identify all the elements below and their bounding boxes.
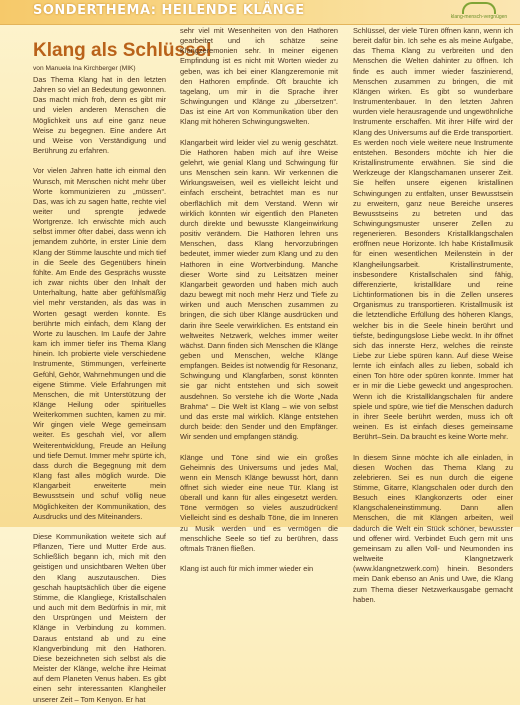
paragraph: sehr viel mit Wesenheiten von den Hathoren gearbeitet und ich schätze seine Klangzeremonien sehr. In meiner eigenen Empfindung ist es nicht mit Worten wieder zu geben, was ich bei einer Klangzeremonie mit den Hathoren empfinde. Oft brauchte ich tagelang, um mir in die Sprache ihrer Schwingungen und Klänge zu „übersetzen“. Das ist eine Art von Kommunikation über den Klang mit höheren Schwingungswelten. [180, 26, 338, 127]
paragraph: Klangarbeit wird leider viel zu wenig geschätzt. Die Hathoren haben mich auf ihre Weise gelehrt, wie genial Klang und Schwingung für uns Menschen sein kann. Wir verkennen die Wirkungsweisen, weil es vielleicht leicht und einfach erscheint, betrachtet man es nur oberflächlich mit dem Verstand. Wenn wir wirklich könnten wir eigentlich den Planeten durch direkte und bewusste Klangeinwirkung positiv verändern. Die Hathoren lehren uns Menschen, dass Klang hervorzubringen bedeutet, immer wieder zum Klang und zu den Hathoren in eine Wortverbindung. Manche dieser Worte sind zu Leitsätzen meiner Klangarbeit geworden und haben mich auch dazu bewegt mit noch mehr Herz und Tiefe zu wirken und auch Menschen zusammen zu bringen, die sich über Klänge ausdrücken und darin ihre Seele verwirklichen. Es entstand ein weltweites Netzwerk, welches immer weiter wächst. Dann finden sich Menschen die Klänge geben und Menschen, welche Klänge empfangen. Beides ist notwendig für Resonanz, Schwingung und Klangfarben, sonst könnten sie gar nicht entstehen und sich soweit ausdehnen. So verstehe ich die Worte „Nada Brahma“ – Die Welt ist Klang – wie von selbst und das erste mal wirklich. Klänge entstehen durch beide: den Sender und den Empfänger. Wir senden und empfangen ständig. [180, 137, 338, 442]
rainbow-arc-icon [462, 2, 496, 14]
paragraph: Diese Kommunikation weitete sich auf Pflanzen, Tiere und Mutter Erde aus. Schließlich begann ich, mich mit den geistigen und unsichtbaren Welten über den Klang auszutauschen. Dies geschah hauptsächlich über die eigene Stimme, die Klangliege, Kristallschalen und auch mit dem Bedürfnis in mir, mit den Ursprüngen und Meistern der Klänge in Verbindung zu kommen. Daraus entstand ab und zu eine Klangverbindung mit den Hathoren. Diese bezeichneten sich selbst als die Meister der Klänge, welche ihre Heimat auf dem Planeten Venus haben. Es gibt einen sehr interessanten Klangheiler unserer Zeit – Tom Kenyon. Er hat [33, 532, 166, 704]
paragraph: Klänge und Töne sind wie ein großes Geheimnis des Universums und jedes Mal, wenn ein Mensch Klänge bewusst hört, dann öffnet sich wieder eine neue Tür. Klang ist überall und kann für alles eingesetzt werden. Töne vermögen so vieles auszudrücken! Vielleicht sind es deshalb Töne, die im Inneren zu Musik werden und es vermögen die menschliche Seele so tief zu berühren, dass oftmals Tränen fließen. [180, 452, 338, 553]
paragraph: Vor vielen Jahren hatte ich einmal den Wunsch, mit Menschen nicht mehr über Worte kommunizieren zu „müssen“. Das, was ich zu sagen hatte, rechte viel weiter und sprengte jedwede Wortgrenze. Ich erwischte mich auch selbst immer öfter dabei, dass wenn ich jemandem zuhörte, in erster Linie dem Klang der Stimme lauschte und mich tief in die Seele des Gegenübers hinein fühlte. Am Ende des Gesprächs wusste ich zwar nichts über den Inhalt der Unterhaltung, hatte aber gefühlsmäßig viel mehr verstanden, als das was in Worten gesagt werden konnte. Es berührte mich einfach, dem Klang der Worte zu lauschen. Im Laufe der Jahre kam ich immer tiefer ins Thema Klang hinein. Ich probierte viele verschiedene Instrumente, Stimmungen, verfeinerte Gefühl, Gehör, Wahrnehmungen und die eigene Stimme. Viele Erfahrungen mit Menschen, die mit Unterstützung der Klänge Heilung oder spirituelles Weiterkommen suchten, kamen zu mir. Wir gingen viele Wege gemeinsam weiter. Es geschah viel, vor allem Weiterentwicklung, Freude an Heilung und tiefe Demut. Immer mehr spürte ich, dass durch die Begegnung mit dem Klang fast alles möglich wurde. Die Klangarbeit erweiterte mein Bewusstsein und schuf völlig neue Möglichkeiten der Kommunikation, des Ausdrucks und des Miteinanders. [33, 166, 166, 521]
article-title: Klang als Schlüssel [33, 40, 212, 61]
section-title: SONDERTHEMA: HEILENDE KLÄNGE [33, 3, 305, 18]
paragraph: Schlüssel, der viele Türen öffnen kann, wenn ich bereit dafür bin. Ich sehe es als meine Aufgabe, das Thema Klang zu verbreiten und den Menschen die Welten dahinter zu öffnen. Ich finde es auch immer wieder faszinierend, Menschen zusammen zu bringen, die mit Klängen wirken. Es gibt so wunderbare Instrumentenbauer. In den letzten Jahren wurden viele herausragende und ungewöhnliche Instrumente erschaffen. Mit ihrer Hilfe wird der Klang des Universums auf die Erde transportiert. Es werden noch viele weitere neue Instrumente entstehen. Besonders möchte ich hier die Kristallinstrumente erwähnen. Sie sind die Werkzeuge der Klangschamanen unserer Zeit. Sie helfen unsere eigenen kristallinen Schwingungen zu entfalten, unser Bewusstsein zu erweitern, ganz neue Bereiche unseres Bewusstseins zu betreten und das Schwingungsmuster unserer Zellen zu regenerieren. Besonders Kristallklangschalen eröffnen neue Horizonte. Ich habe Kristallmusik für einen wesentlichen Meilenstein in der Klangheilungsarbeit. Kristallinstrumente, insbesondere Kristallschalen sind fähig, differenzierte, kristallklare und reine Lichtinformationen bis in die Zellen unseres Organismus zu transportieren. Kristallmusik ist die letztendliche Erfüllung des höheren Klangs, welcher bis in die Seele hinein berührt und tiefste, bedingungslose Liebe weckt. In ihr öffnet sich das innerste Herz, welches die reinste Liebe zur Liebe spüren kann. Auf diese Weise lernte ich einfach alles zu lieben, sobald ich einen Ton höre oder spüren konnte. Immer hat er in mir die Liebe geweckt und angesprochen. Wenn ich die Kristallklangschalen für andere spiele und spüre, wie tief die Menschen dadurch in ihrer Seele berührt werden, muss ich oft weinen. Es ist einfach dieses gemeinsame Berührt–Sein. Da braucht es keine Worte mehr. [353, 26, 513, 442]
paragraph: Klang ist auch für mich immer wieder ein [180, 564, 314, 574]
paragraph: Das Thema Klang hat in den letzten Jahren so viel an Bedeutung gewonnen. Das macht mich froh, denn es gibt mir und vielen anderen Menschen die Möglichkeit uns auf eine ganz neue Weise zu begegnen. Eine andere Art und Weise von Verständigung und Berührung zu erfahren. [33, 75, 166, 156]
publication-logo [448, 2, 510, 24]
article-column-2 [180, 26, 338, 574]
logo-text: klang-mensch-vergnügen [450, 14, 508, 20]
article-column-3 [353, 26, 513, 604]
paragraph: In diesem Sinne möchte ich alle einladen, in diesen Wochen das Thema Klang zu zelebrieren. Sei es nun durch die eigene Stimme, Gitarre, Klangschalen oder durch den Besuch eines Klangkonzerts oder einer Klangschaleneinstimmung. Dann allen Menschen, die mit Klängen arbeiten, weil dadurch die Welt ein Stück schöner, bewusster und offener wird. Verbindet Euch gern mit uns gemeinsam zu allen Voll- und Neumonden ins weltweite Klangnetzwerk (www.klangnetzwerk.com) hinein. Besonders mein Dank ebenso an Anis und Uwe, die Klang zum Thema dieser Netzwerkausgabe gemacht haben. [353, 452, 513, 604]
article-column-1 [33, 40, 212, 704]
section-header [0, 0, 520, 25]
article-byline: von Manuela Ina Kirchberger (MIK) [33, 65, 136, 72]
